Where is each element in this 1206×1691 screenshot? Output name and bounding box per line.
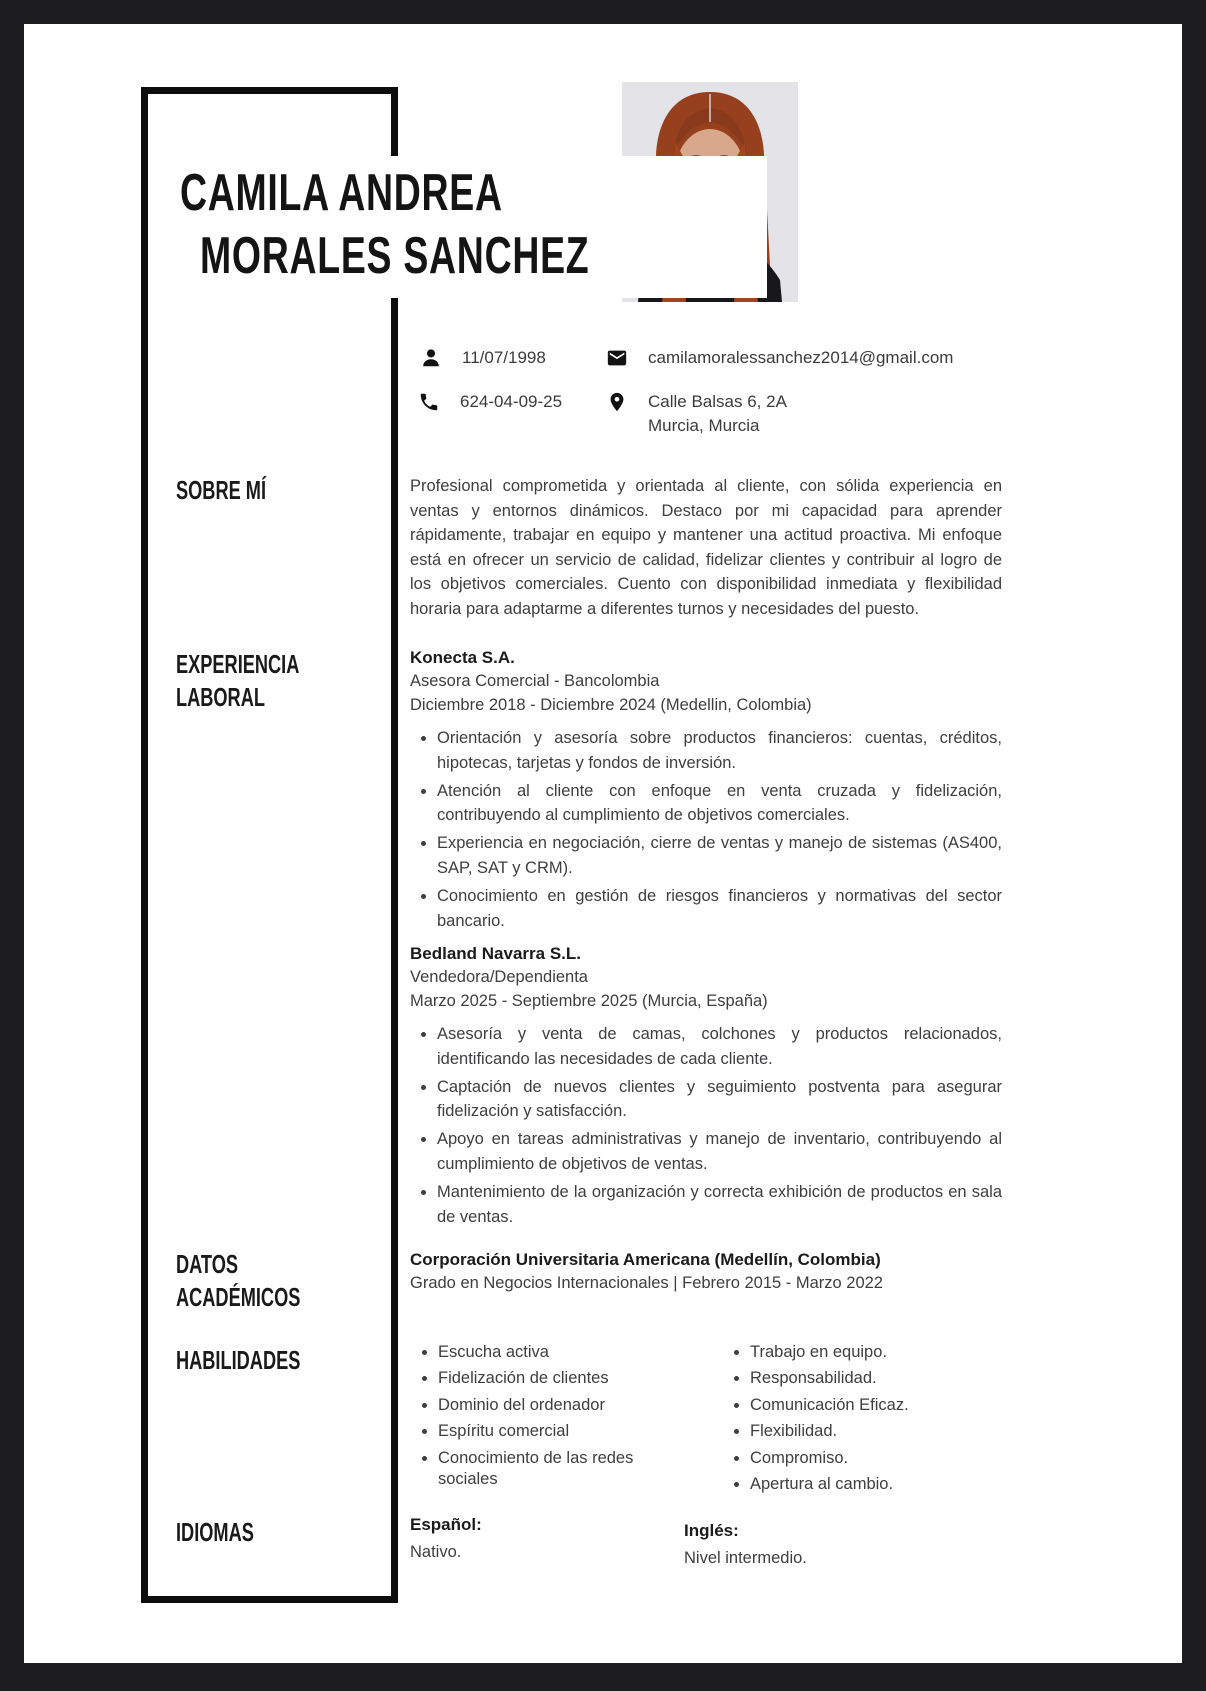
job-role: Vendedora/Dependienta	[410, 968, 588, 986]
job-bullet: • Orientación y asesoría sobre productos financieros: cuentas, créditos, hipotecas, tarjetas y fondos de inversión.	[437, 726, 1002, 775]
skill-item: • Dominio del ordenador	[438, 1395, 686, 1417]
skill-item: • Apertura al cambio.	[750, 1474, 1002, 1496]
job-bullet: • Asesoría y venta de camas, colchones y productos relacionados, identificando las necesidades de cada cliente.	[437, 1022, 1002, 1071]
job-bullet: • Atención al cliente con enfoque en venta cruzada y fidelización, contribuyendo al cumplimiento de objetivos comerciales.	[437, 779, 1002, 828]
job-bullet: • Mantenimiento de la organización y correcta exhibición de productos en sala de ventas.	[437, 1180, 1002, 1229]
section-label-education: DATOS ACADÉMICOS	[176, 1249, 301, 1312]
about-paragraph: Profesional comprometida y orientada al cliente, con sólida experiencia en ventas y entornos dinámicos. Destaco por mi capacidad para aprender rápidamente, trabajar en equipo y mantener una actitud proactiva. Mi enfoque está en ofrecer un servicio de calidad, fidelizar clientes y contribuir al logro de los objetivos comerciales. Cuento con disponibilidad inmediata y flexibilidad horaria para adaptarme a diferentes turnos y necesidades del puesto.	[410, 477, 1002, 618]
contact-email	[606, 346, 953, 370]
language-level: Nivel intermedio.	[684, 1549, 807, 1567]
phone-icon	[418, 391, 440, 413]
education-school: Corporación Universitaria Americana (Medellín, Colombia)	[410, 1250, 881, 1269]
language-spanish	[410, 1514, 670, 1565]
skills-column-2	[722, 1342, 1002, 1500]
job-company: Bedland Navarra S.L.	[410, 944, 582, 963]
contact-address	[606, 390, 787, 438]
skill-item: • Espíritu comercial	[438, 1421, 686, 1443]
job-bedland	[410, 942, 1002, 1233]
skill-item: • Conocimiento de las redes sociales	[438, 1448, 686, 1492]
skill-item: • Compromiso.	[750, 1448, 1002, 1470]
education-degree: Grado en Negocios Internacionales | Febrero 2015 - Marzo 2022	[410, 1274, 883, 1292]
job-period: Marzo 2025 - Septiembre 2025 (Murcia, España)	[410, 991, 768, 1010]
job-role: Asesora Comercial - Bancolombia	[410, 672, 660, 690]
section-label-languages: IDIOMAS	[176, 1517, 254, 1547]
name-block	[174, 156, 767, 298]
email-value: camilamoralessanchez2014@gmail.com	[648, 348, 954, 367]
name-line-2: MORALES SANCHEZ	[200, 227, 590, 285]
job-period: Diciembre 2018 - Diciembre 2024 (Medellin, Colombia)	[410, 695, 812, 714]
address-value	[648, 390, 787, 438]
job-bullet: • Conocimiento en gestión de riesgos financieros y normativas del sector bancario.	[437, 884, 1002, 933]
job-bullet: • Experiencia en negociación, cierre de ventas y manejo de sistemas (AS400, SAP, SAT y CRM).	[437, 831, 1002, 880]
job-bullet-list	[410, 726, 1002, 933]
job-bullet-list	[410, 1022, 1002, 1229]
education-block	[410, 1248, 1002, 1296]
skill-item: • Fidelización de clientes	[438, 1368, 686, 1390]
section-label-about: SOBRE MÍ	[176, 475, 267, 505]
language-name: Español:	[410, 1515, 482, 1534]
job-company: Konecta S.A.	[410, 648, 515, 667]
job-konecta	[410, 646, 1002, 937]
address-line-1: Calle Balsas 6, 2A	[648, 392, 787, 411]
skills-block	[410, 1342, 1002, 1500]
name-line-1: CAMILA ANDREA	[180, 164, 503, 222]
skill-item: • Flexibilidad.	[750, 1421, 1002, 1443]
job-bullet: • Captación de nuevos clientes y seguimiento postventa para asegurar fidelización y satisfacción.	[437, 1075, 1002, 1124]
skills-column-1	[410, 1342, 686, 1500]
language-english	[684, 1520, 944, 1571]
language-level: Nativo.	[410, 1543, 462, 1561]
skill-item: • Comunicación Eficaz.	[750, 1395, 1002, 1417]
birthdate-value: 11/07/1998	[462, 348, 546, 367]
section-label-skills: HABILIDADES	[176, 1345, 301, 1375]
mail-icon	[606, 347, 628, 369]
address-line-2: Murcia, Murcia	[648, 416, 760, 435]
contact-phone	[418, 390, 562, 414]
location-icon	[606, 391, 628, 413]
job-bullet: • Apoyo en tareas administrativas y manejo de inventario, contribuyendo al cumplimiento de objetivos de ventas.	[437, 1127, 1002, 1176]
contact-birthdate	[420, 346, 546, 370]
language-name: Inglés:	[684, 1521, 739, 1540]
resume-page	[24, 24, 1182, 1663]
skill-item: • Trabajo en equipo.	[750, 1342, 1002, 1364]
skill-item: • Responsabilidad.	[750, 1368, 1002, 1390]
person-icon	[420, 347, 442, 369]
section-label-experience: EXPERIENCIA LABORAL	[176, 649, 300, 712]
phone-value: 624-04-09-25	[460, 392, 563, 411]
skill-item: • Escucha activa	[438, 1342, 686, 1364]
